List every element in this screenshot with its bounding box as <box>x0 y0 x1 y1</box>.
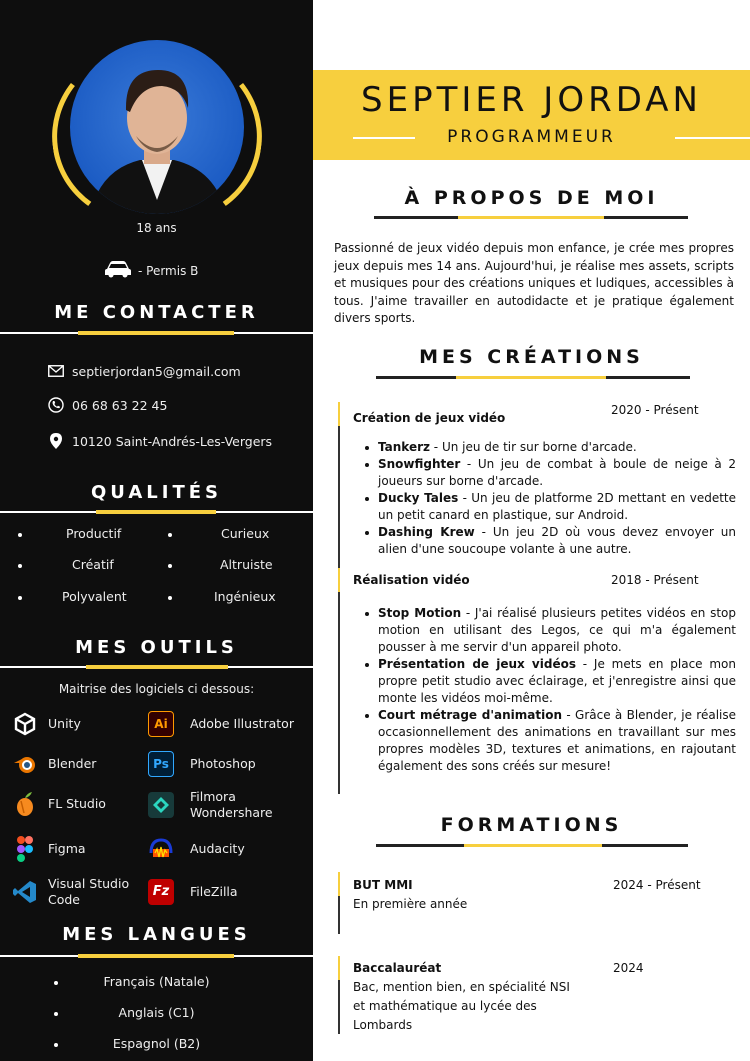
phone-icon <box>48 397 64 413</box>
list-item: Tankerz - Un jeu de tir sur borne d'arcade. <box>354 439 736 456</box>
bullet <box>168 533 172 537</box>
bullet <box>18 596 22 600</box>
formations-underline <box>376 844 688 847</box>
tool-filezilla: Fz FileZilla <box>148 879 238 905</box>
tools-title: MES OUTILS <box>75 637 238 658</box>
quality-item: Ingénieux <box>214 589 276 604</box>
about-text: Passionné de jeux vidéo depuis mon enfance, je crée mes propres jeux depuis mes 14 ans. Aujourd'hui, je réalise mes assets, scripts et musiques pour des créations uniques et ludiques, accessibles à tous. J'aime travailler en autodidacte et je pratique également divers sports. <box>334 241 734 325</box>
audacity-icon <box>148 836 174 862</box>
job-title-row <box>313 127 750 147</box>
tools-intro: Maitrise des logiciels ci dessous: <box>58 682 255 696</box>
blender-icon <box>12 751 38 777</box>
games-list <box>354 439 736 558</box>
bullet <box>18 533 22 537</box>
video-heading: Réalisation vidéo <box>353 573 470 587</box>
contact-address <box>48 433 272 449</box>
language-item: Français (Natale) <box>103 974 210 989</box>
list-item: Court métrage d'animation - Grâce à Blender, je réalise occasionnellement des animations en travaillant sur mes propres modèles 3D, textures et animations, en rajoutant également des sons créés sur mesure! <box>354 707 736 775</box>
contact-title: ME CONTACTER <box>54 302 259 323</box>
driving-license <box>104 260 198 281</box>
tool-filmora: Filmora Wondershare <box>148 789 273 821</box>
quality-item: Curieux <box>221 526 270 541</box>
quality-item: Productif <box>66 526 122 541</box>
language-item: Anglais (C1) <box>118 1005 195 1020</box>
tool-unity: Unity <box>12 711 81 737</box>
contact-email[interactable] <box>48 363 241 379</box>
tool-figma: Figma <box>12 836 86 862</box>
bullet <box>168 564 172 568</box>
timeline-formation-2 <box>338 956 340 1034</box>
tool-vscode: Visual Studio Code <box>12 876 129 908</box>
creations-title: MES CRÉATIONS <box>419 346 644 368</box>
languages-title: MES LANGUES <box>62 924 251 945</box>
permis-label: - Permis B <box>138 263 199 278</box>
qualities-title: QUALITÉS <box>91 482 222 503</box>
bullet <box>18 564 22 568</box>
tool-blender: Blender <box>12 751 96 777</box>
creations-underline <box>376 376 690 379</box>
formation-date: 2024 - Présent <box>613 878 701 892</box>
tool-audacity: Audacity <box>148 836 245 862</box>
contact-title-underline <box>0 331 313 334</box>
quality-item: Polyvalent <box>62 589 127 604</box>
person-name: SEPTIER JORDAN <box>361 80 702 120</box>
list-item: Snowfighter - Un jeu de combat à boule de neige à 2 joueurs sur borne d'arcade. <box>354 456 736 490</box>
location-pin-icon <box>48 433 64 449</box>
video-date: 2018 - Présent <box>611 573 699 587</box>
contact-phone[interactable] <box>48 397 167 413</box>
list-item: Présentation de jeux vidéos - Je mets en place mon propre petit studio avec éclairage, et j'enregistre ainsi que monte les vidéos moi-même. <box>354 656 736 707</box>
timeline-creations <box>338 402 340 794</box>
quality-item: Créatif <box>72 557 114 572</box>
quality-item: Altruiste <box>220 557 273 572</box>
list-item: Ducky Tales - Un jeu de platforme 2D mettant en vedette un petit canard en plastique, sur Android. <box>354 490 736 524</box>
vscode-icon <box>12 879 38 905</box>
fl-studio-icon <box>12 791 38 817</box>
car-icon <box>104 260 132 281</box>
email-icon <box>48 363 64 379</box>
about-underline <box>374 216 688 219</box>
tool-illustrator: Ai Adobe Illustrator <box>148 711 294 737</box>
games-heading: Création de jeux vidéo <box>353 411 506 425</box>
filezilla-icon: Fz <box>148 879 174 905</box>
formations-title: FORMATIONS <box>440 814 623 836</box>
illustrator-icon: Ai <box>148 711 174 737</box>
list-item: Dashing Krew - Un jeu 2D où vous devez envoyer un alien d'une soucoupe volante à une autre. <box>354 524 736 558</box>
photoshop-icon: Ps <box>148 751 174 777</box>
sidebar <box>0 0 313 1061</box>
formation-title: BUT MMI <box>353 878 413 892</box>
list-item: Stop Motion - J'ai réalisé plusieurs petites vidéos en stop motion en utilisant des Legos, ce qui m'a également pousser à me servir d'un appareil photo. <box>354 605 736 656</box>
age: 18 ans <box>136 221 177 235</box>
tools-title-underline <box>0 665 313 668</box>
address-text: 10120 Saint-Andrés-Les-Vergers <box>72 433 273 449</box>
formation-title: Baccalauréat <box>353 961 442 975</box>
bullet <box>168 596 172 600</box>
about-title: À PROPOS DE MOI <box>404 187 659 209</box>
formation-text: En première année <box>353 897 468 911</box>
language-item: Espagnol (B2) <box>112 1036 201 1051</box>
profile-photo <box>70 40 244 214</box>
timeline-formation-1 <box>338 872 340 934</box>
profile-photo-frame <box>50 40 265 215</box>
tool-fl-studio: FL Studio <box>12 791 106 817</box>
languages-title-underline <box>0 954 313 957</box>
email-text: septierjordan5@gmail.com <box>72 363 241 379</box>
figma-icon <box>12 836 38 862</box>
formation-date: 2024 <box>613 961 644 975</box>
filmora-icon <box>148 792 174 818</box>
phone-text: 06 68 63 22 45 <box>72 397 168 413</box>
tool-photoshop: Ps Photoshop <box>148 751 256 777</box>
video-list <box>354 605 736 775</box>
job-title: PROGRAMMEUR <box>447 127 616 147</box>
formation-text: Bac, mention bien, en spécialité NSI et mathématique au lycée des Lombards <box>353 980 570 1032</box>
unity-icon <box>12 711 38 737</box>
games-date: 2020 - Présent <box>611 403 699 417</box>
qualities-title-underline <box>0 510 313 513</box>
